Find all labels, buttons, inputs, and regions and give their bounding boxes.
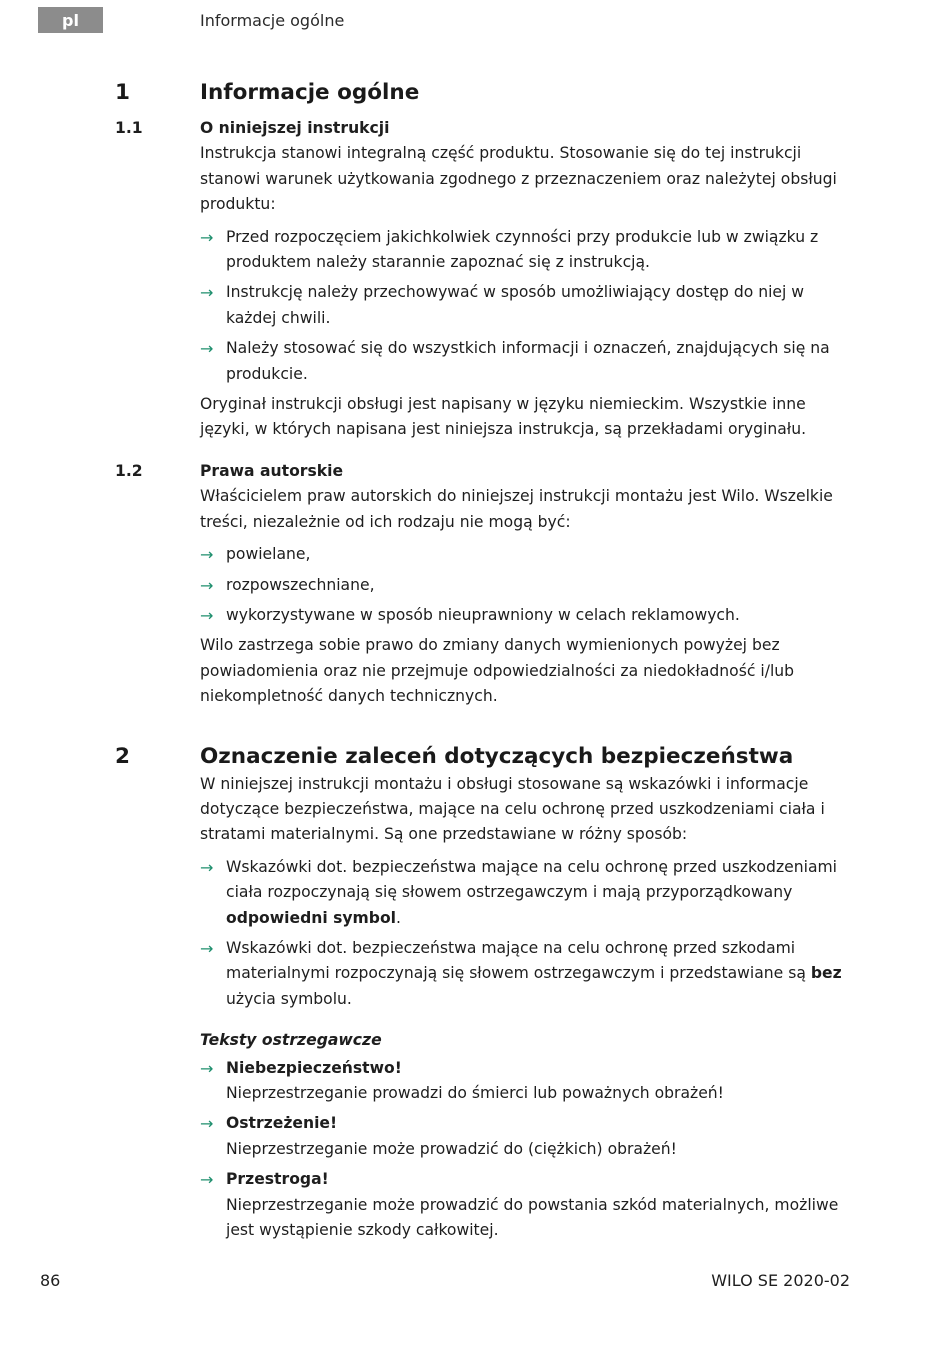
section-1-heading <box>115 76 850 110</box>
running-title: Informacje ogólne <box>200 11 345 30</box>
list-item: → Wskazówki dot. bezpieczeństwa mające na celu ochronę przed uszkodzeniami ciała rozpoczynają się słowem ostrzegawczym i mają przyporządkowany odpowiedni symbol. <box>200 855 850 931</box>
section-1-1-intro: Instrukcja stanowi integralną część produktu. Stosowanie się do tej instrukcji stanowi warunek użytkowania zgodnego z przeznaczeniem oraz należytej obsługi produktu: <box>200 144 837 214</box>
warning-text: Nieprzestrzeganie może prowadzić do (ciężkich) obrażeń! <box>226 1139 677 1158</box>
language-tab: pl <box>38 7 103 33</box>
list-item: → Wskazówki dot. bezpieczeństwa mające na celu ochronę przed szkodami materialnymi rozpoczynają się słowem ostrzegawczym i przedstawiane są bez użycia symbolu. <box>200 936 850 1012</box>
warning-text: Nieprzestrzeganie prowadzi do śmierci lub poważnych obrażeń! <box>226 1084 724 1102</box>
warning-text: Nieprzestrzeganie może prowadzić do powstania szkód materialnych, możliwe jest wystąpienie szkody całkowitej. <box>226 1195 839 1240</box>
section-1-2-number: 1.2 <box>115 461 143 480</box>
section-1-1-number: 1.1 <box>115 119 143 137</box>
section-1-1-title: O niniejszej instrukcji <box>200 119 390 137</box>
arrow-right-icon: → <box>200 339 214 359</box>
section-1-2-title: Prawa autorskie <box>200 461 344 480</box>
arrow-right-icon: → <box>200 1170 214 1190</box>
section-1-1-heading <box>115 116 850 141</box>
section-2-intro: W niniejszej instrukcji montażu i obsługi stosowane są wskazówki i informacje dotyczące bezpieczeństwa, mające na celu ochronę przed uszkodzeniami ciała i stratami materialnymi. Są one przedstawiane w różny sposób: <box>200 774 825 844</box>
document-id: WILO SE 2020-02 <box>711 1271 850 1290</box>
arrow-right-icon: → <box>200 545 214 565</box>
signal-word: Niebezpieczeństwo! <box>226 1058 402 1077</box>
warning-texts-heading: Teksty ostrzegawcze <box>200 1031 382 1050</box>
section-1-number: 1 <box>115 80 130 105</box>
section-2 <box>115 742 850 1244</box>
arrow-right-icon: → <box>200 283 214 303</box>
section-1-2-heading <box>115 459 850 484</box>
warning-item <box>200 1167 850 1243</box>
warning-item <box>200 1056 850 1107</box>
arrow-right-icon: → <box>200 857 214 877</box>
list-item: → rozpowszechniane, <box>200 573 850 598</box>
arrow-right-icon: → <box>200 605 214 625</box>
warning-list <box>200 1056 850 1244</box>
section-1-2-outro: Wilo zastrzega sobie prawo do zmiany danych wymienionych powyżej bez powiadomienia oraz nie przejmuje odpowiedzialności za niedokładność i/lub niekompletność danych technicznych. <box>200 636 795 706</box>
main-content <box>115 76 850 1248</box>
list-item: → powielane, <box>200 542 850 567</box>
list-item: → Instrukcję należy przechowywać w sposób umożliwiający dostęp do niej w każdej chwili. <box>200 280 850 331</box>
arrow-right-icon: → <box>200 227 214 247</box>
warning-item <box>200 1111 850 1162</box>
section-1-1-list <box>200 225 850 387</box>
signal-word: Ostrzeżenie! <box>226 1114 338 1133</box>
section-1-2-intro: Właścicielem praw autorskich do niniejszej instrukcji montażu jest Wilo. Wszelkie treści, niezależnie od ich rodzaju nie mogą być: <box>200 487 833 531</box>
section-1-title: Informacje ogólne <box>200 80 420 105</box>
page-number: 86 <box>40 1271 61 1290</box>
section-2-title: Oznaczenie zaleceń dotyczących bezpieczeństwa <box>200 743 794 769</box>
section-1-2-list <box>200 542 850 628</box>
arrow-right-icon: → <box>200 1114 214 1134</box>
list-item: → Należy stosować się do wszystkich informacji i oznaczeń, znajdujących się na produkcie. <box>200 336 850 387</box>
list-item: → wykorzystywane w sposób nieuprawniony w celach reklamowych. <box>200 603 850 628</box>
arrow-right-icon: → <box>200 938 214 958</box>
arrow-right-icon: → <box>200 1058 214 1078</box>
section-2-number: 2 <box>115 743 130 769</box>
section-1 <box>115 76 850 110</box>
section-1-1 <box>115 116 850 443</box>
section-2-list <box>200 855 850 1012</box>
list-item: → Przed rozpoczęciem jakichkolwiek czynności przy produkcie lub w związku z produktem należy starannie zapoznać się z instrukcją. <box>200 225 850 276</box>
section-1-2 <box>115 459 850 710</box>
signal-word: Przestroga! <box>226 1170 329 1189</box>
arrow-right-icon: → <box>200 575 214 595</box>
section-1-1-outro: Oryginał instrukcji obsługi jest napisany w języku niemieckim. Wszystkie inne języki, w których napisana jest niniejsza instrukcja, są przekładami oryginału. <box>200 395 807 439</box>
section-2-heading <box>115 742 850 772</box>
